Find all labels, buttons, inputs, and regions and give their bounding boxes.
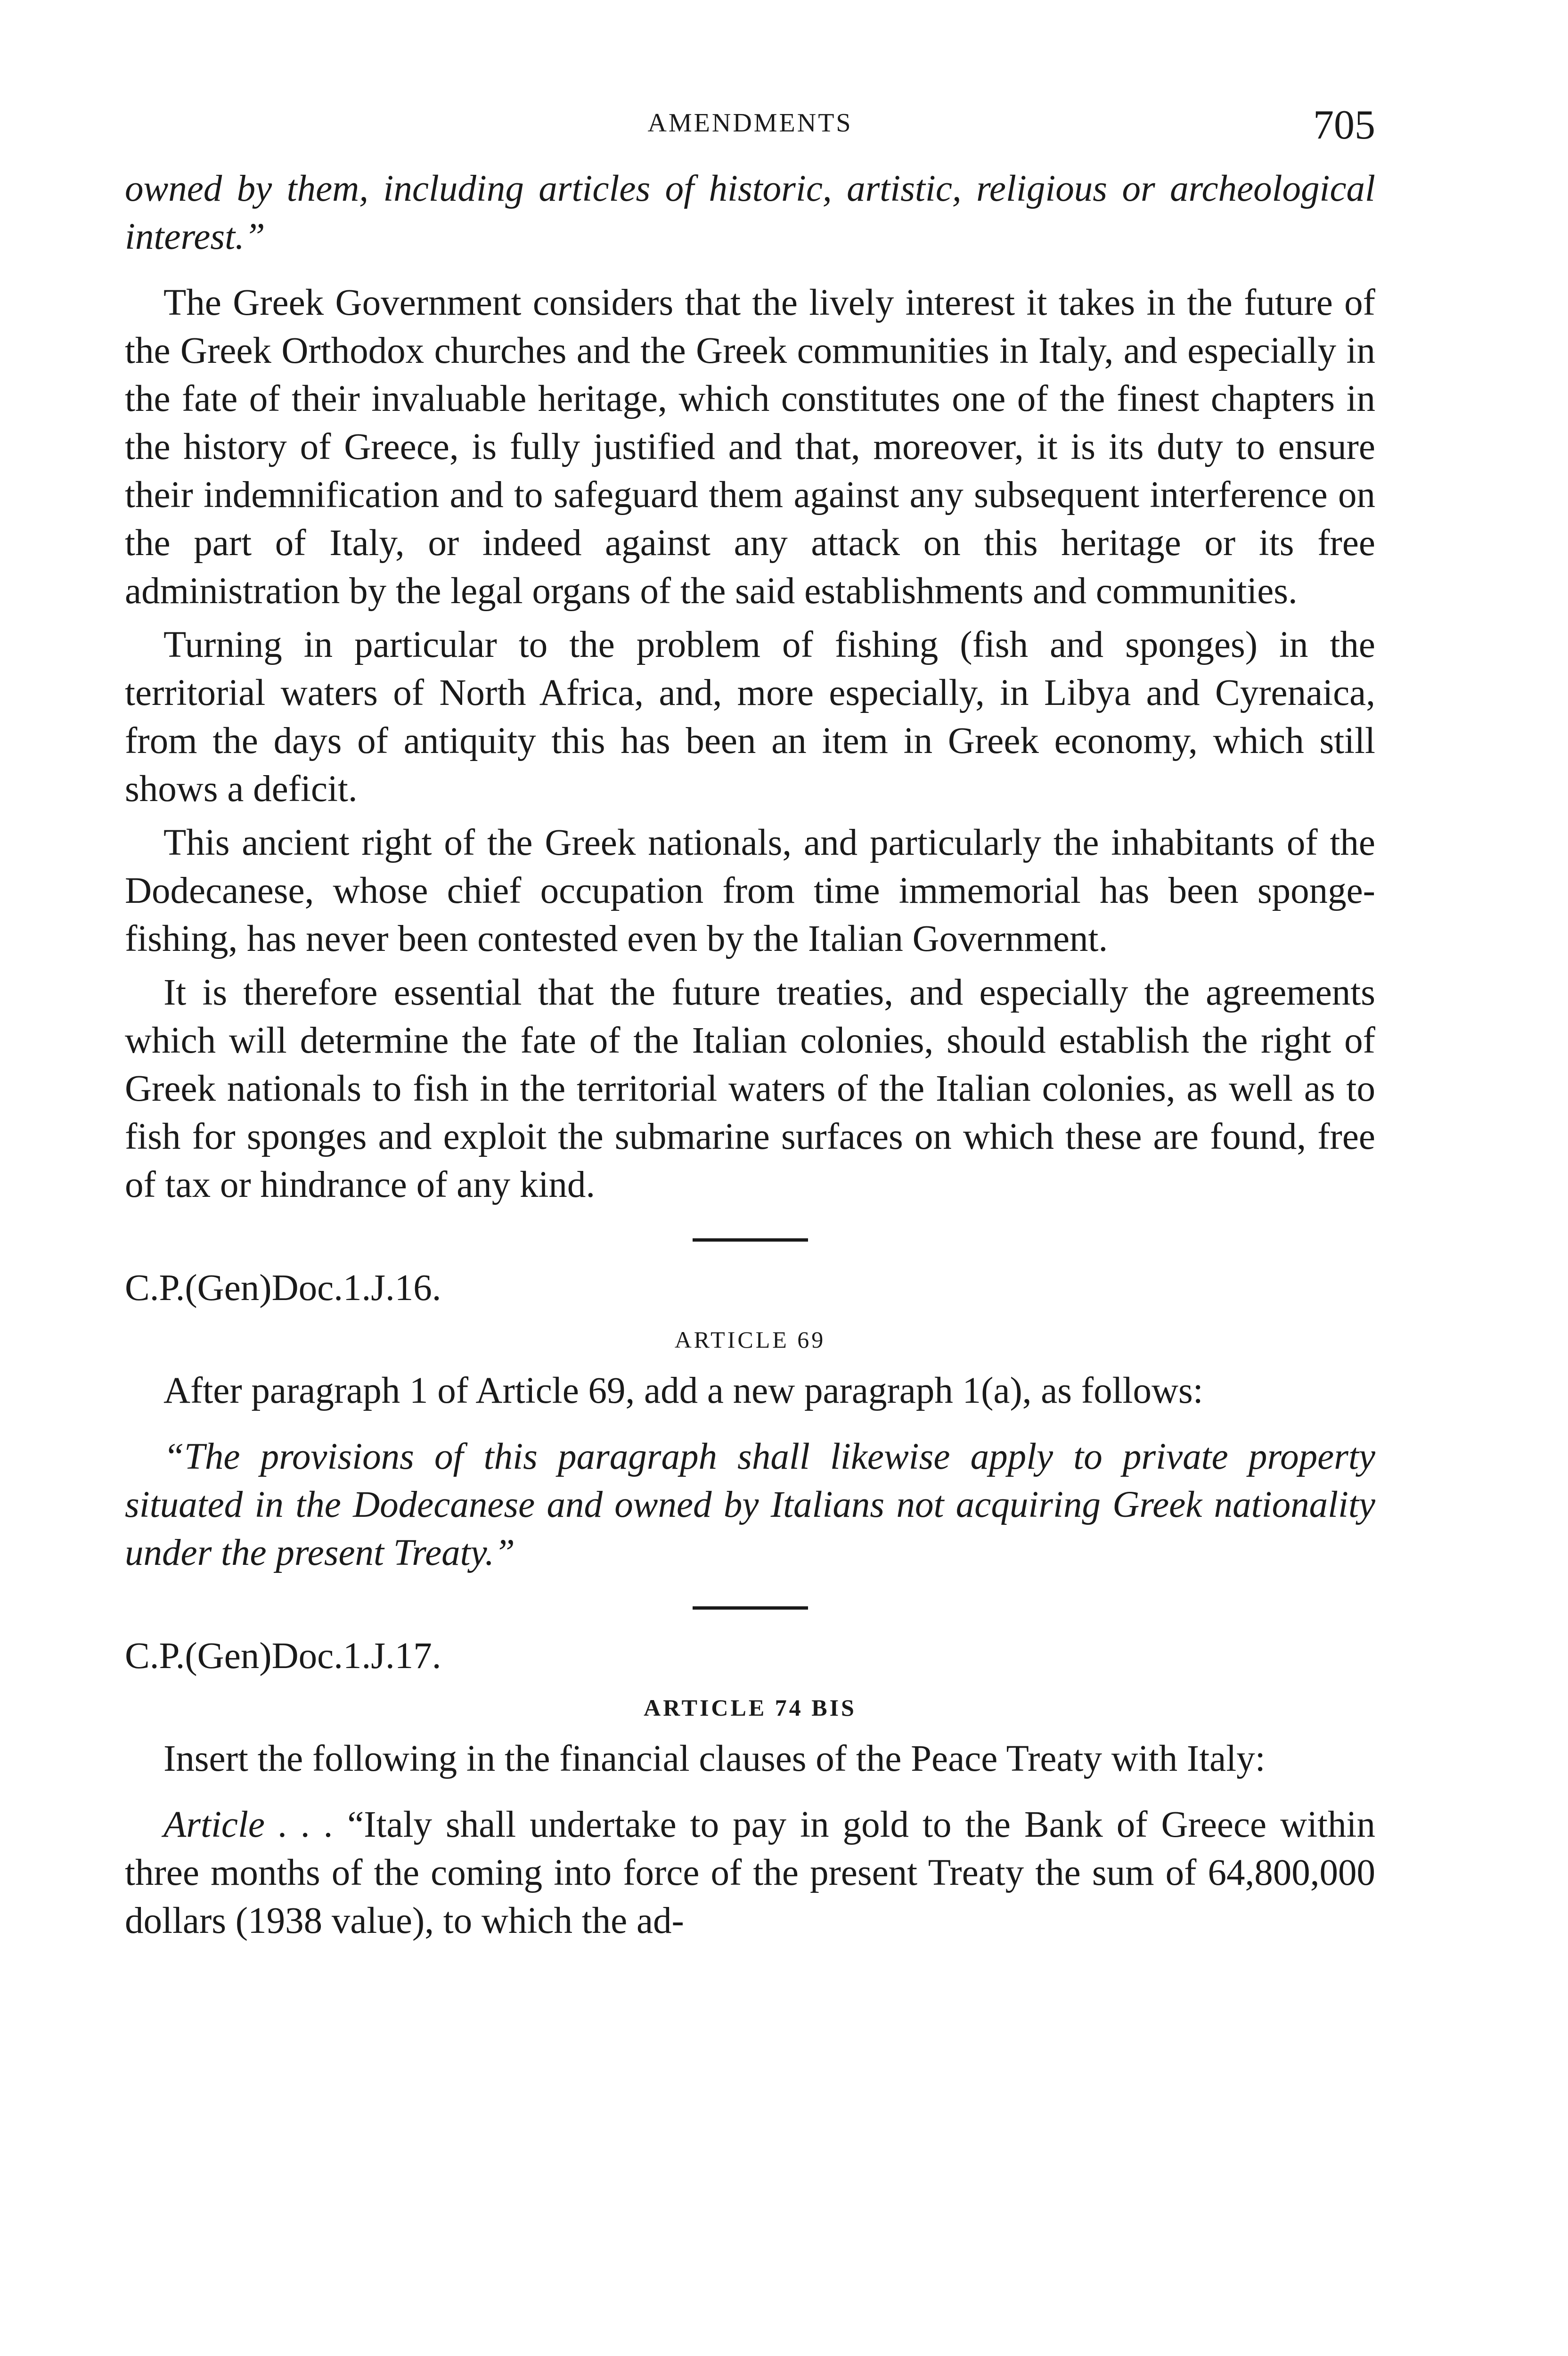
page-header <box>125 101 1375 148</box>
article-69-heading: ARTICLE 69 <box>674 1326 826 1353</box>
section-divider <box>693 1238 808 1242</box>
article-lead: Article . . . <box>163 1804 334 1845</box>
paragraph-article-74-instruction: Insert the following in the financial clauses of the Peace Treaty with Italy: <box>163 1738 1266 1779</box>
paragraph-future-treaties: It is therefore essential that the future treaties, and especially the agreements which will determine the fate of the Italian colonies, should establish the right of Greek nationals to fish in the territorial waters of the Italian colonies, as well as to fish for sponges and exploit the submarine surfaces on which these are found, free of tax or hindrance of any kind. <box>125 972 1375 1205</box>
article-74-body: “Italy shall undertake to pay in gold to the Bank of Greece within three months of the coming into force of the present Treaty the sum of 64,800,000 dollars (1938 value), to which the ad- <box>125 1804 1375 1941</box>
paragraph-article-74-text <box>125 1801 1375 1945</box>
page-number: 705 <box>1313 102 1375 148</box>
section-divider <box>693 1606 808 1610</box>
paragraph-continued-quote: owned by them, including articles of historic, artistic, religious or archeological interest.” <box>125 168 1375 257</box>
running-head: AMENDMENTS <box>647 108 853 138</box>
page-body <box>125 165 1375 1945</box>
paragraph-article-69-instruction: After paragraph 1 of Article 69, add a new paragraph 1(a), as follows: <box>163 1370 1203 1411</box>
paragraph-greek-government: The Greek Government considers that the lively interest it takes in the future of the Greek Orthodox churches and the Greek communities in Italy, and especially in the fate of their invaluable heritage, which constitutes one of the finest chapters in the history of Greece, is fully justified and that, moreover, it is its duty to ensure their indemnification and to safeguard them against any subsequent interference on the part of Italy, or indeed against any attack on this heritage or its free administration by the legal organs of the said establishments and communities. <box>125 282 1375 612</box>
paragraph-fishing: Turning in particular to the problem of fishing (fish and sponges) in the territorial waters of North Africa, and, more especially, in Libya and Cyrenaica, from the days of antiquity this has been an item in Greek economy, which still shows a deficit. <box>125 624 1375 810</box>
paragraph-ancient-right: This ancient right of the Greek nationals, and particularly the inhabitants of the Dodecanese, whose chief occupation from time immemorial has been sponge-fishing, has never been contested even by the Italian Government. <box>125 822 1375 959</box>
doc-reference-1: C.P.(Gen)Doc.1.J.16. <box>125 1268 441 1309</box>
paragraph-article-69-text: “The provisions of this paragraph shall likewise apply to private property situated in the Dodecanese and owned by Italians not acquiring Greek nationality under the present Treaty.” <box>125 1436 1375 1573</box>
doc-reference-2: C.P.(Gen)Doc.1.J.17. <box>125 1636 441 1677</box>
article-74-bis-heading: ARTICLE 74 BIS <box>644 1694 857 1721</box>
